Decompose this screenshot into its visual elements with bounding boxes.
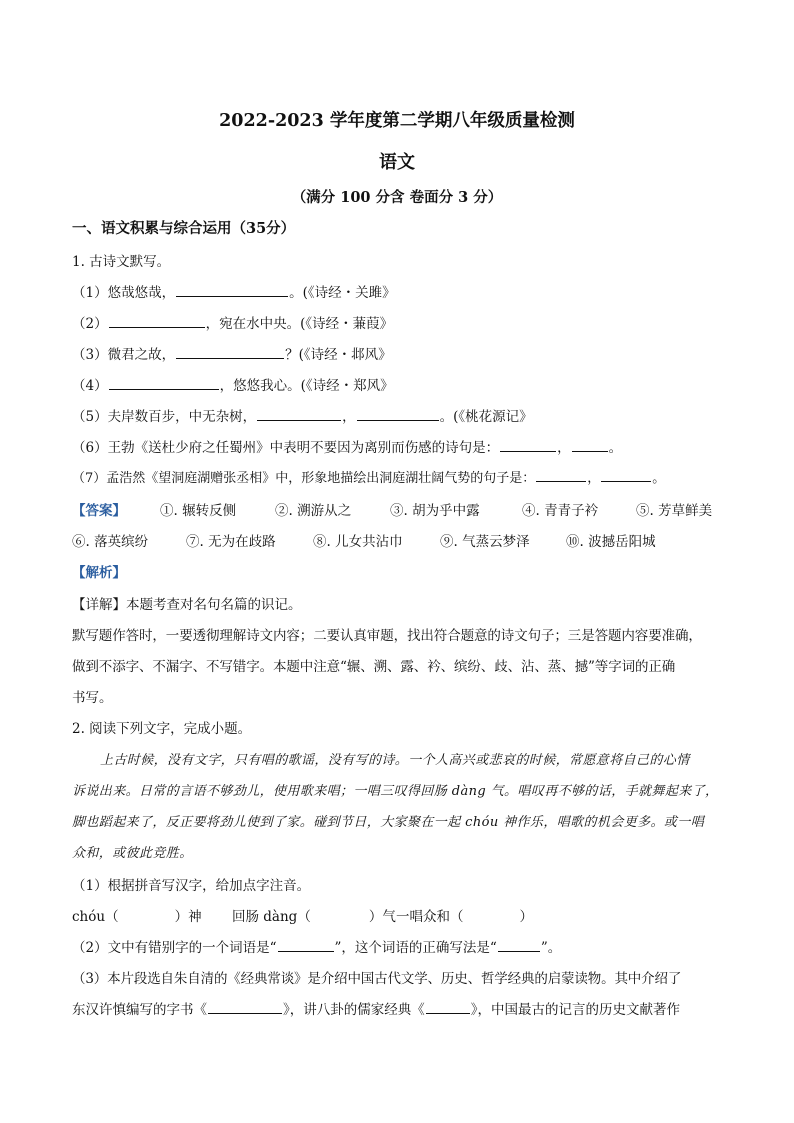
answer-blank[interactable] [257,408,341,421]
score-note: （满分 100 分含 卷面分 3 分） [291,189,503,206]
q1-item-5 [72,405,533,425]
fill-text: 一唱众和（ [396,909,464,925]
subject-title: 语文 [379,152,415,173]
passage-line-3: 脚也蹈起来了，反正要将劲儿使到了家。碰到节日，大家聚在一起 chóu 神作乐，唱歌的机会更多。或一唱 [72,815,705,830]
item-text: 。(《桃花源记》 [439,409,533,425]
answer-blank[interactable] [572,439,608,452]
answer-label: 【答案】 [72,503,126,519]
answer-2: ②. 溯游从之 [275,503,352,519]
sub-text: 》，中国最古的记言的历史文献著作 [470,1002,680,1018]
item-text: （1）悠哉悠哉， [72,285,176,301]
sub-question-3-line-2 [72,998,680,1018]
sub-text: 东汉许慎编写的字书《 [72,1002,207,1018]
sub-text: 》，讲八卦的儒家经典《 [283,1002,425,1018]
q1-item-6 [72,436,622,456]
answer-blank[interactable] [601,469,651,482]
item-text: ，悠悠我心。(《诗经・郑风》 [219,378,394,394]
answer-blank[interactable] [208,1001,282,1014]
answer-6: ⑥. 落英缤纷 [72,534,149,550]
item-text: 。(《诗经・关雎》 [289,285,396,301]
item-text: ？(《诗经・邶风》 [285,347,392,363]
section-title: 一、语文积累与综合运用（35分） [72,220,296,237]
fill-text: ）气 [368,909,396,925]
answer-5: ⑤. 芳草鲜美 [636,503,713,519]
answer-8: ⑧. 儿女共沾巾 [313,534,403,550]
item-text: ， [587,471,601,486]
sub-question-3-line-1: （3）本片段选自朱自清的《经典常谈》是介绍中国古代文学、历史、哲学经典的启蒙读物。其中介绍了 [72,971,682,987]
item-text: （5）夫岸数百步，中无杂树， [72,409,257,425]
passage-line-1: 上古时候，没有文字，只有唱的歌谣，没有写的诗。一个人高兴或悲哀的时候，常愿意将自己的心情 [100,753,690,768]
answer-9: ⑨. 气蒸云梦泽 [440,534,530,550]
passage-line-4: 众和，或彼此竞胜。 [72,846,193,861]
fill-he [396,905,533,925]
answer-blank[interactable] [500,439,556,452]
q1-item-4 [72,374,394,394]
q1-item-3 [72,343,392,363]
answer-blank[interactable] [426,1001,470,1014]
answer-blank[interactable] [498,939,540,952]
answer-blank[interactable] [278,939,334,952]
item-text: ， [557,440,571,456]
sub-question-1: （1）根据拼音写汉字，给加点字注音。 [72,878,311,894]
fill-text: 回肠 dàng（ [232,909,311,925]
question-1-stem: 1. 古诗文默写。 [72,254,171,270]
exam-title: 2022-2023 学年度第二学期八年级质量检测 [219,111,575,131]
answer-4: ④. 青青子衿 [522,503,599,519]
fill-chou [72,905,202,925]
fill-text: ）神 [174,909,202,925]
item-text: ， [342,409,356,425]
item-text: （6）王勃《送杜少府之任蜀州》中表明不要因为离别而伤感的诗句是： [72,440,500,456]
q1-item-1 [72,281,396,301]
analysis-label: 【解析】 [72,565,126,581]
sub-text: ”。 [540,940,562,956]
item-text: 。 [652,471,666,486]
q1-item-2 [72,312,393,332]
item-text: ，宛在水中央。(《诗经・蒹葭》 [205,316,394,332]
explanation-line-2: 做到不添字、不漏字、不写错字。本题中注意“辗、溯、露、衿、缤纷、歧、沾、蒸、撼”等字词的正确 [72,659,676,675]
answer-blank[interactable] [109,377,219,390]
answer-1: ①. 辗转反侧 [160,503,237,519]
sub-text: ”，这个词语的正确写法是“ [334,940,497,956]
answer-7: ⑦. 无为在歧路 [186,534,276,550]
answer-10: ⑩. 波撼岳阳城 [566,534,656,550]
sub-question-2 [72,936,561,956]
detail-text: 【详解】本题考查对名句名篇的识记。 [72,597,302,613]
item-text: （3）微君之故， [72,347,176,363]
answer-blank[interactable] [176,284,288,297]
sub-text: （2）文中有错别字的一个词语是“ [72,940,277,956]
passage-line-2: 诉说出来。日常的言语不够劲儿，使用歌来唱；一唱三叹得回肠 dàng 气。唱叹再不够的话，手就舞起来了， [72,784,719,799]
item-text: （7）孟浩然《望洞庭湖赠张丞相》中，形象地描绘出洞庭湖壮阔气势的句子是： [72,471,536,486]
item-text: （2） [72,316,108,332]
fill-dang [232,905,396,925]
item-text: （4） [72,378,108,394]
explanation-line-3: 书写。 [72,690,113,706]
fill-text: ） [519,909,533,925]
answer-blank[interactable] [109,315,205,328]
answer-blank[interactable] [176,346,284,359]
fill-text: chóu（ [72,909,119,925]
explanation-line-1: 默写题作答时，一要透彻理解诗文内容；二要认真审题，找出符合题意的诗文句子；三是答题内容要准确， [72,628,702,644]
q1-item-7 [72,467,665,486]
answer-3: ③. 胡为乎中露 [390,503,480,519]
answer-blank[interactable] [357,408,439,421]
answer-blank[interactable] [536,469,586,482]
question-2-stem: 2. 阅读下列文字，完成小题。 [72,721,252,737]
item-text: 。 [608,440,623,456]
